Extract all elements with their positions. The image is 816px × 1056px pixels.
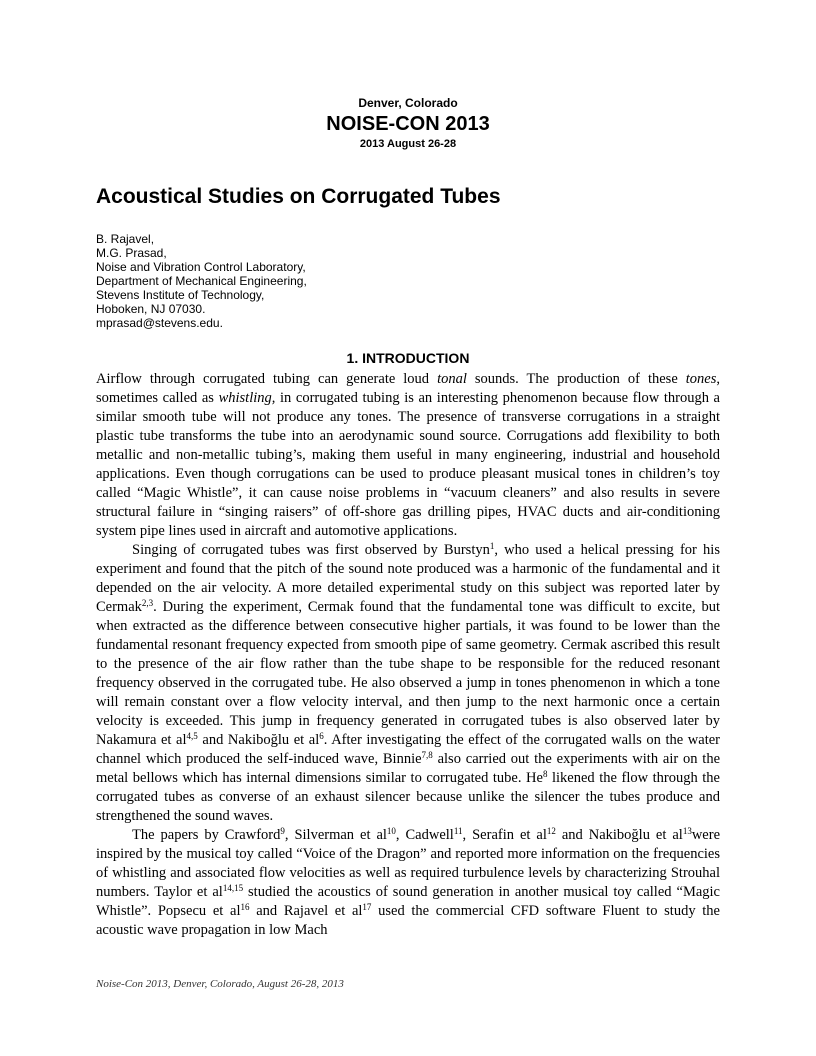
text-run: and Nakiboğlu et al [197,732,320,748]
author-name: M.G. Prasad, [96,246,167,260]
text-run: , Cadwell [395,827,454,843]
citation-ref: 2,3 [141,598,154,608]
author-affiliation: Department of Mechanical Engineering, [96,274,307,288]
citation-ref: 4,5 [186,731,198,741]
text-run: sounds. The production of these [466,371,686,387]
citation-ref: 10 [386,826,396,836]
section-heading: 1. INTRODUCTION [346,350,470,366]
text-run: and Rajavel et al [249,903,363,919]
author-affiliation: Noise and Vibration Control Laboratory, [96,260,306,274]
text-run: in corrugated tubing is an interesting phenomenon because flow through a similar smooth tube will not produce any tones. The presence of transverse corrugations in a straight plastic tube transforms the tube into an aerodynamic sound source. Corrugations add flexibility to both metallic and non-metallic tubing’s, making them useful in many engineering, industrial and household applications. Even though corrugations can be used to produce pleasant musical tones in children’s toy called “Magic Whistle”, it can cause noise problems in “vacuum cleaners” and also results in severe structural failure in “singing raisers” of off-shore gas drilling pipes, HVAC ducts and air-conditioning system pipe lines used in aircraft and automotive applications. [96,390,720,539]
author-affiliation: Stevens Institute of Technology, [96,288,265,302]
citation-ref: 6 [319,731,324,741]
paper-title: Acoustical Studies on Corrugated Tubes [96,185,501,208]
text-run: used the commercial CFD software Fluent to study the acoustic wave propagation in low Mach [96,903,720,938]
text-run: . During the experiment, Cermak found that the fundamental tone was difficult to excite, but when extracted as the difference between consecutive higher partials, it was found to be lower than the fundamental resonant frequency expected from smooth pipe of same geometry. Cermak ascribed this result to the presence of the air flow rather than the tube shape to be responsible for the reduced resonant frequency observed in the corrugated tube. He also observed a jump in tones phenomenon in which a tone will remain constant over a flow velocity interval, and then jump to the next harmonic once a certain velocity is exceeded. This jump in frequency generated in corrugated tubes is also observed later by Nakamura et al [96,599,720,748]
text-run: also carried out the experiments with air on the metal bellows which has internal dimensions similar to corrugated tube. He [96,751,720,786]
author-address: Hoboken, NJ 07030. [96,302,206,316]
citation-ref: 16 [240,902,250,912]
citation-ref: 7,8 [421,750,433,760]
text-run: Singing of corrugated tubes was first observed by Burstyn [132,542,490,558]
paragraph [96,370,720,541]
text-run: The papers by Crawford [132,827,281,843]
citation-ref: 14,15 [222,883,244,893]
body-text [96,370,720,940]
text-run: , Serafin et al [462,827,547,843]
citation-ref: 13 [682,826,692,836]
text-run: studied the acoustics of sound generation in another musical toy called “Magic Whistle”. Popsecu et al [96,884,720,919]
citation-ref: 8 [542,769,548,779]
text-run: , who used a helical pressing for his experiment and found that the pitch of the sound note produced was a harmonic of the fundamental and it depended on the air velocity. A more detailed experimental study on this subject was reported later by Cermak [96,542,720,615]
text-run: . After investigating the effect of the corrugated walls on the water channel which produced the self-induced wave, Binnie [96,732,720,767]
author-block [96,232,307,330]
conference-location: Denver, Colorado [358,96,458,110]
conference-name: NOISE-CON 2013 [326,113,490,135]
author-email: mprasad@stevens.edu. [96,316,223,330]
paragraph [96,826,720,940]
citation-ref: 9 [280,826,285,836]
text-run: , sometimes called as [96,371,720,406]
citation-ref: 1 [489,541,495,551]
text-run: were inspired by the musical toy called “Voice of the Dragon” and reported more information on the frequencies of whistling and associated flow velocities as well as required turbulence levels by characterizing Strouhal numbers. Taylor et al [96,827,720,900]
citation-ref: 17 [362,902,372,912]
text-run: , Silverman et al [284,827,387,843]
emphasis: whistling, [218,390,276,406]
citation-ref: 12 [546,826,556,836]
page-footer: Noise-Con 2013, Denver, Colorado, August 26-28, 2013 [96,978,344,990]
emphasis: tones [685,371,717,387]
paragraph [96,541,720,826]
author-name: B. Rajavel, [96,232,155,246]
text-run: Airflow through corrugated tubing can generate loud [96,371,438,387]
citation-ref: 11 [453,826,463,836]
emphasis: tonal [437,371,467,387]
text-run: and Nakiboğlu et al [555,827,683,843]
text-run: likened the flow through the corrugated tubes as converse of an exhaust silencer because unlike the silencer the tubes produce and strengthened the sound waves. [96,770,720,824]
conference-dates: 2013 August 26-28 [359,138,457,150]
